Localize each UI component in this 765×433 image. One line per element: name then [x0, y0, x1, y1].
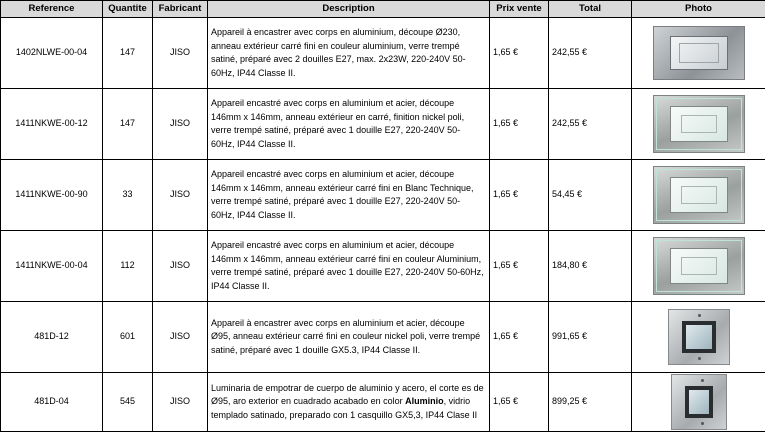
cell-photo: [632, 18, 765, 89]
cell-description: Appareil encastré avec corps en aluminium et acier, découpe 146mm x 146mm, anneau extérieur carré fini en Blanc Technique, verre trempé satiné, préparé avec 1 douille E27, 220-240V 50- 60Hz, IP44 Classe II.: [208, 160, 490, 231]
cell-quantite: 112: [103, 231, 153, 302]
header-total: Total: [549, 1, 632, 18]
cell-description: Appareil à encastrer avec corps en aluminium et acier, découpe Ø95, anneau extérieur carré fini en couleur nickel poli, verre trempé satiné, préparé avec 1 douille GX5.3, IP44 Classe II.: [208, 302, 490, 373]
cell-quantite: 147: [103, 89, 153, 160]
table-row: [1, 18, 765, 89]
cell-photo: [632, 302, 765, 373]
cell-prix: 1,65 €: [490, 231, 549, 302]
cell-total: 242,55 €: [549, 89, 632, 160]
cell-total: 991,65 €: [549, 302, 632, 373]
cell-prix: 1,65 €: [490, 89, 549, 160]
small-square-spotlight-icon: [668, 309, 730, 365]
description-bold-text: Aluminio: [405, 396, 444, 407]
header-description: Description: [208, 1, 490, 18]
cell-fabricant: JISO: [153, 373, 208, 432]
table-row: [1, 89, 765, 160]
cell-reference: 1411NKWE-00-12: [1, 89, 103, 160]
cell-quantite: 545: [103, 373, 153, 432]
cell-reference: 1411NKWE-00-04: [1, 231, 103, 302]
cell-reference: 1411NKWE-00-90: [1, 160, 103, 231]
table-row: [1, 373, 765, 432]
header-prix-vente: Prix vente: [490, 1, 549, 18]
cell-reference: 481D-04: [1, 373, 103, 432]
cell-total: 184,80 €: [549, 231, 632, 302]
cell-description: Appareil à encastrer avec corps en aluminium, découpe Ø230, anneau extérieur carré fini en couleur aluminium, verre trempé satiné, préparé avec 2 douilles E27, max. 2x23W, 220-240V 50-60Hz, IP44 Classe II.: [208, 18, 490, 89]
cell-total: 54,45 €: [549, 160, 632, 231]
recessed-light-square-glass-icon: [653, 166, 745, 224]
cell-description: Appareil encastré avec corps en aluminium et acier, découpe 146mm x 146mm, anneau extérieur carré fini en couleur Aluminium, verre trempé satiné, préparé avec 1 douille E27, 220-240V 50-60Hz, IP44 Classe II.: [208, 231, 490, 302]
cell-total: 899,25 €: [549, 373, 632, 432]
table-row: [1, 160, 765, 231]
cell-prix: 1,65 €: [490, 302, 549, 373]
cell-prix: 1,65 €: [490, 18, 549, 89]
recessed-downlight-square-icon: [653, 26, 745, 80]
cell-fabricant: JISO: [153, 18, 208, 89]
cell-fabricant: JISO: [153, 302, 208, 373]
recessed-light-square-glass-icon: [653, 95, 745, 153]
cell-prix: 1,65 €: [490, 160, 549, 231]
cell-photo: [632, 373, 765, 432]
cell-reference: 481D-12: [1, 302, 103, 373]
description-text: , vidrio templado satinado, preparado con 1 casquillo GX5,3, IP44 Clase II: [211, 396, 478, 420]
cell-photo: [632, 160, 765, 231]
header-photo: Photo: [632, 1, 765, 18]
recessed-light-square-glass-icon: [653, 237, 745, 295]
description-text: Luminaria de empotrar de cuerpo de aluminio y acero, el corte es de Ø95, aro exterior en cuadrado acabado en color: [211, 382, 484, 407]
cell-total: 242,55 €: [549, 18, 632, 89]
cell-fabricant: JISO: [153, 231, 208, 302]
small-square-spotlight-icon: [671, 374, 727, 430]
cell-fabricant: JISO: [153, 89, 208, 160]
cell-reference: 1402NLWE-00-04: [1, 18, 103, 89]
table-row: [1, 302, 765, 373]
cell-quantite: 601: [103, 302, 153, 373]
table-row: [1, 231, 765, 302]
cell-quantite: 33: [103, 160, 153, 231]
cell-fabricant: JISO: [153, 160, 208, 231]
cell-photo: [632, 89, 765, 160]
cell-quantite: 147: [103, 18, 153, 89]
header-fabricant: Fabricant: [153, 1, 208, 18]
cell-prix: 1,65 €: [490, 373, 549, 432]
header-quantite: Quantite: [103, 1, 153, 18]
header-row: [1, 1, 765, 18]
cell-photo: [632, 231, 765, 302]
cell-description: Appareil encastré avec corps en aluminium et acier, découpe 146mm x 146mm, anneau extérieur en carré, finition nickel poli, verre trempé satiné, préparé avec 1 douille E27, 220-240V 50- 60Hz, IP44 Classe II.: [208, 89, 490, 160]
header-reference: Reference: [1, 1, 103, 18]
cell-description: [208, 373, 490, 432]
